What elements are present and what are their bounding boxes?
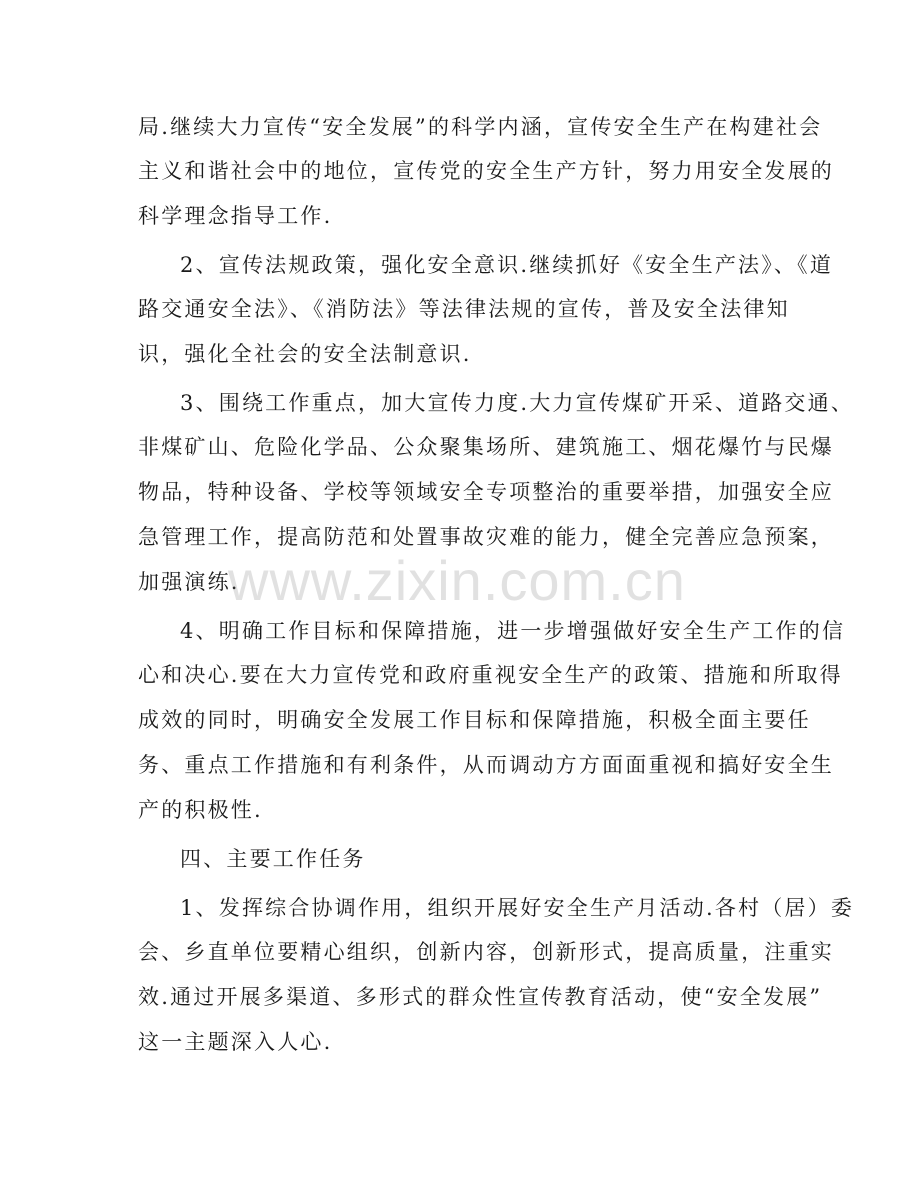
text-line: 产的积极性. — [138, 798, 263, 822]
text-line: 路交通安全法》、《消防法》等法律法规的宣传，普及安全法律知 — [138, 297, 790, 321]
text-line: 成效的同时，明确安全发展工作目标和保障措施，积极全面主要任 — [138, 708, 811, 732]
text-line: 加强演练. — [138, 570, 240, 594]
text-line: 急管理工作，提高防范和处置事故灾难的能力，健全完善应急预案， — [138, 525, 834, 549]
text-line: 科学理念指导工作. — [138, 204, 333, 228]
text-line: 识，强化全社会的安全法制意识. — [138, 342, 472, 366]
paragraph-start-line: 2、宣传法规政策，强化安全意识.继续抓好《安全生产法》、《道 — [180, 253, 834, 277]
paragraph-start-line: 1、发挥综合协调作用，组织开展好安全生产月活动.各村（居）委 — [180, 896, 855, 920]
text-line: 局.继续大力宣传“安全发展”的科学内涵，宣传安全生产在构建社会 — [138, 115, 823, 139]
text-line: 这一主题深入人心. — [138, 1030, 333, 1054]
watermark: www.zixin.com.cn — [228, 549, 686, 612]
section-heading: 四、主要工作任务 — [180, 847, 366, 871]
text-line: 效.通过开展多渠道、多形式的群众性宣传教育活动，使“安全发展” — [138, 985, 823, 1009]
text-line: 物品，特种设备、学校等领域安全专项整治的重要举措，加强安全应 — [138, 480, 834, 504]
text-line: 非煤矿山、危险化学品、公众聚集场所、建筑施工、烟花爆竹与民爆 — [138, 435, 834, 459]
text-line: 心和决心.要在大力宣传党和政府重视安全生产的政策、措施和所取得 — [138, 663, 843, 687]
text-line: 会、乡直单位要精心组织，创新内容，创新形式，提高质量，注重实 — [138, 940, 834, 964]
paragraph-start-line: 3、围绕工作重点，加大宣传力度.大力宣传煤矿开采、道路交通、 — [180, 391, 855, 415]
text-line: 务、重点工作措施和有利条件，从而调动方方面面重视和搞好安全生 — [138, 753, 834, 777]
paragraph-start-line: 4、明确工作目标和保障措施，进一步增强做好安全生产工作的信 — [180, 619, 846, 643]
text-line: 主义和谐社会中的地位，宣传党的安全生产方针，努力用安全发展的 — [138, 159, 834, 183]
